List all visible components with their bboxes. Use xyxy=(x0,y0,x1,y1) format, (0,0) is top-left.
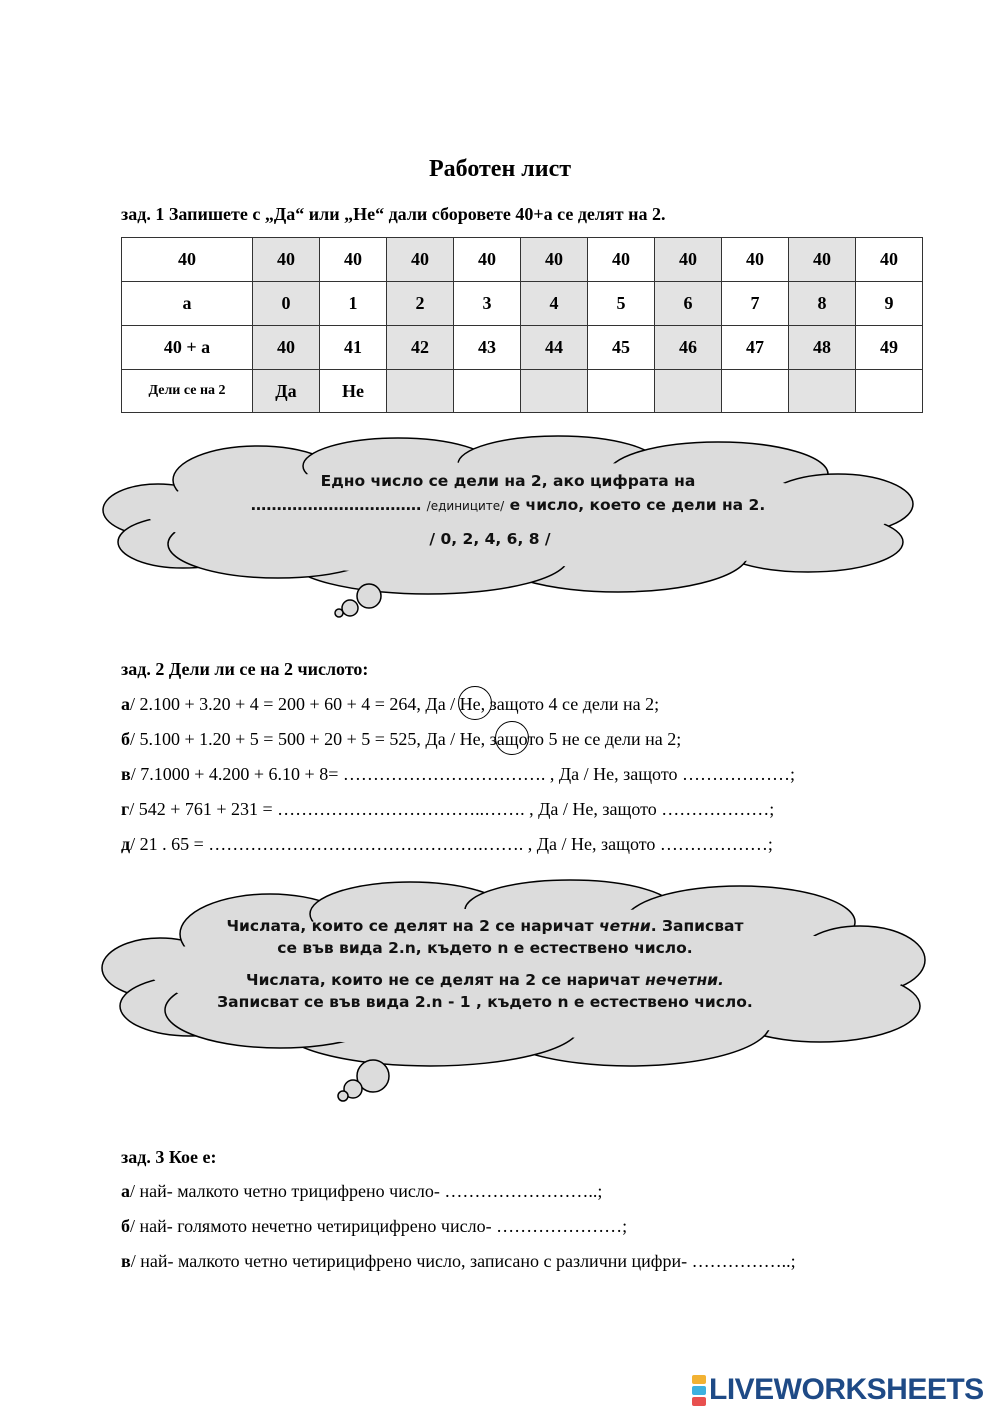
divisibility-table xyxy=(121,237,923,413)
answer-cell[interactable] xyxy=(789,370,856,413)
table-cell: 40 xyxy=(722,238,789,282)
cloud2-line1 xyxy=(100,917,870,935)
answer-cell[interactable] xyxy=(454,370,521,413)
table-cell: 40 xyxy=(253,326,320,370)
cloud2-l3a: Числата, които не се делят на 2 се наричат xyxy=(246,971,640,989)
task3-item-a xyxy=(121,1181,602,1202)
table-cell: 40 xyxy=(789,238,856,282)
table-cell: 4 xyxy=(521,282,588,326)
table-row xyxy=(122,370,923,413)
task2-item-d xyxy=(121,834,773,855)
table-cell: 40 xyxy=(655,238,722,282)
table-cell: 40 xyxy=(454,238,521,282)
answer-cell: Не xyxy=(320,370,387,413)
task3-item-b xyxy=(121,1216,627,1237)
answer-cell[interactable] xyxy=(655,370,722,413)
table-cell: 2 xyxy=(387,282,454,326)
task2-item-b xyxy=(121,729,681,750)
table-row xyxy=(122,238,923,282)
table-cell: 45 xyxy=(588,326,655,370)
cloud1-line2-rest: е число, което се дели на 2. xyxy=(509,496,766,514)
answer-cell: Да xyxy=(253,370,320,413)
task2-a-label: а xyxy=(121,694,130,714)
task2-g-label: г xyxy=(121,799,130,819)
table-cell: 41 xyxy=(320,326,387,370)
table-cell: 42 xyxy=(387,326,454,370)
task3-item-v xyxy=(121,1251,796,1272)
table-cell: 40 xyxy=(521,238,588,282)
cloud2-l3i: нечетни. xyxy=(645,971,724,989)
table-cell: 40 xyxy=(320,238,387,282)
task2-item-v xyxy=(121,764,795,785)
table-cell: 40 xyxy=(253,238,320,282)
liveworksheets-logo[interactable] xyxy=(692,1372,984,1408)
table-cell: 9 xyxy=(856,282,923,326)
page-title: Работен лист xyxy=(428,156,572,182)
table-cell: 6 xyxy=(655,282,722,326)
table-cell: 3 xyxy=(454,282,521,326)
logo-text: LIVEWORKSHEETS xyxy=(709,1373,984,1406)
task2-v-text: / 7.1000 + 4.200 + 6.10 + 8= ……………………………. , Да / Не, защото ………………; xyxy=(130,764,795,784)
cloud1-dots: …………………………… xyxy=(250,496,422,514)
table-cell: 0 xyxy=(253,282,320,326)
answer-cell[interactable] xyxy=(588,370,655,413)
cloud1-text xyxy=(98,472,918,548)
table-cell: 8 xyxy=(789,282,856,326)
answer-cell[interactable] xyxy=(722,370,789,413)
table-cell: 48 xyxy=(789,326,856,370)
table-cell: 40 xyxy=(856,238,923,282)
task2-item-g xyxy=(121,799,774,820)
cloud1-line1: Едно число се дели на 2, ако цифрата на xyxy=(320,472,696,490)
task2-d-text: / 21 . 65 = ……………………………………….……. , Да / Не, защото ………………; xyxy=(130,834,773,854)
cloud1-line2 xyxy=(98,496,918,514)
table-cell: 44 xyxy=(521,326,588,370)
cloud2-l1i: четни xyxy=(598,917,651,935)
table-cell: 49 xyxy=(856,326,923,370)
task2-b-label: б xyxy=(121,729,130,749)
answer-cell[interactable] xyxy=(521,370,588,413)
task3-b-label: б xyxy=(121,1216,130,1236)
task3-a-text: / най- малкото четно трицифрено число- ……………………..; xyxy=(130,1181,603,1201)
logo-mark-icon xyxy=(692,1374,706,1407)
table-cell: 47 xyxy=(722,326,789,370)
cloud2-text xyxy=(100,917,870,1011)
task2-a-text: / 2.100 + 3.20 + 4 = 200 + 60 + 4 = 264, Да / Не, защото 4 се дели на 2; xyxy=(130,694,660,714)
table-row-label: 40 + а xyxy=(122,326,253,370)
answer-circle-da xyxy=(458,686,492,720)
answer-cell[interactable] xyxy=(856,370,923,413)
task2-g-text: / 542 + 761 + 231 = ……………………………..……. , Да / Не, защото ………………; xyxy=(129,799,775,819)
table-row xyxy=(122,282,923,326)
cloud2-line3 xyxy=(100,971,870,989)
answer-cell[interactable] xyxy=(387,370,454,413)
task1-heading: зад. 1 Запишете с „Да“ или „Не“ дали сборовете 40+а се делят на 2. xyxy=(121,204,666,224)
table-cell: 1 xyxy=(320,282,387,326)
table-cell: 7 xyxy=(722,282,789,326)
cloud2-line2: се във вида 2.n, където n е естествено число. xyxy=(277,939,693,957)
table-row-label: а xyxy=(122,282,253,326)
task3-b-text: / най- голямото нечетно четирицифрено число- …………………; xyxy=(130,1216,628,1236)
cloud2-l1a: Числата, които се делят на 2 се наричат xyxy=(226,917,594,935)
table-cell: 5 xyxy=(588,282,655,326)
task3-v-label: в xyxy=(121,1251,131,1271)
task3-v-text: / най- малкото четно четирицифрено число, записано с различни цифри- ……………..; xyxy=(130,1251,796,1271)
cloud2-l1b: . Записват xyxy=(650,917,744,935)
task2-v-label: в xyxy=(121,764,131,784)
table-row-label: 40 xyxy=(122,238,253,282)
table-row-label: Дели се на 2 xyxy=(122,370,253,413)
task2-heading: зад. 2 Дели ли се на 2 числото: xyxy=(121,659,369,679)
cloud1-small: /единиците/ xyxy=(426,499,505,513)
table-row xyxy=(122,326,923,370)
cloud1-digits: / 0, 2, 4, 6, 8 / xyxy=(429,530,551,548)
task3-heading: зад. 3 Кое е: xyxy=(121,1147,217,1167)
answer-circle-ne xyxy=(495,721,529,755)
cloud2-line4: Записват се във вида 2.n - 1 , където n е естествено число. xyxy=(217,993,753,1011)
task3-a-label: а xyxy=(121,1181,130,1201)
table-cell: 43 xyxy=(454,326,521,370)
task2-b-text: / 5.100 + 1.20 + 5 = 500 + 20 + 5 = 525, Да / Не, защото 5 не се дели на 2; xyxy=(130,729,682,749)
table-cell: 40 xyxy=(588,238,655,282)
task2-d-label: д xyxy=(121,834,131,854)
table-cell: 40 xyxy=(387,238,454,282)
task2-item-a xyxy=(121,694,659,715)
table-cell: 46 xyxy=(655,326,722,370)
